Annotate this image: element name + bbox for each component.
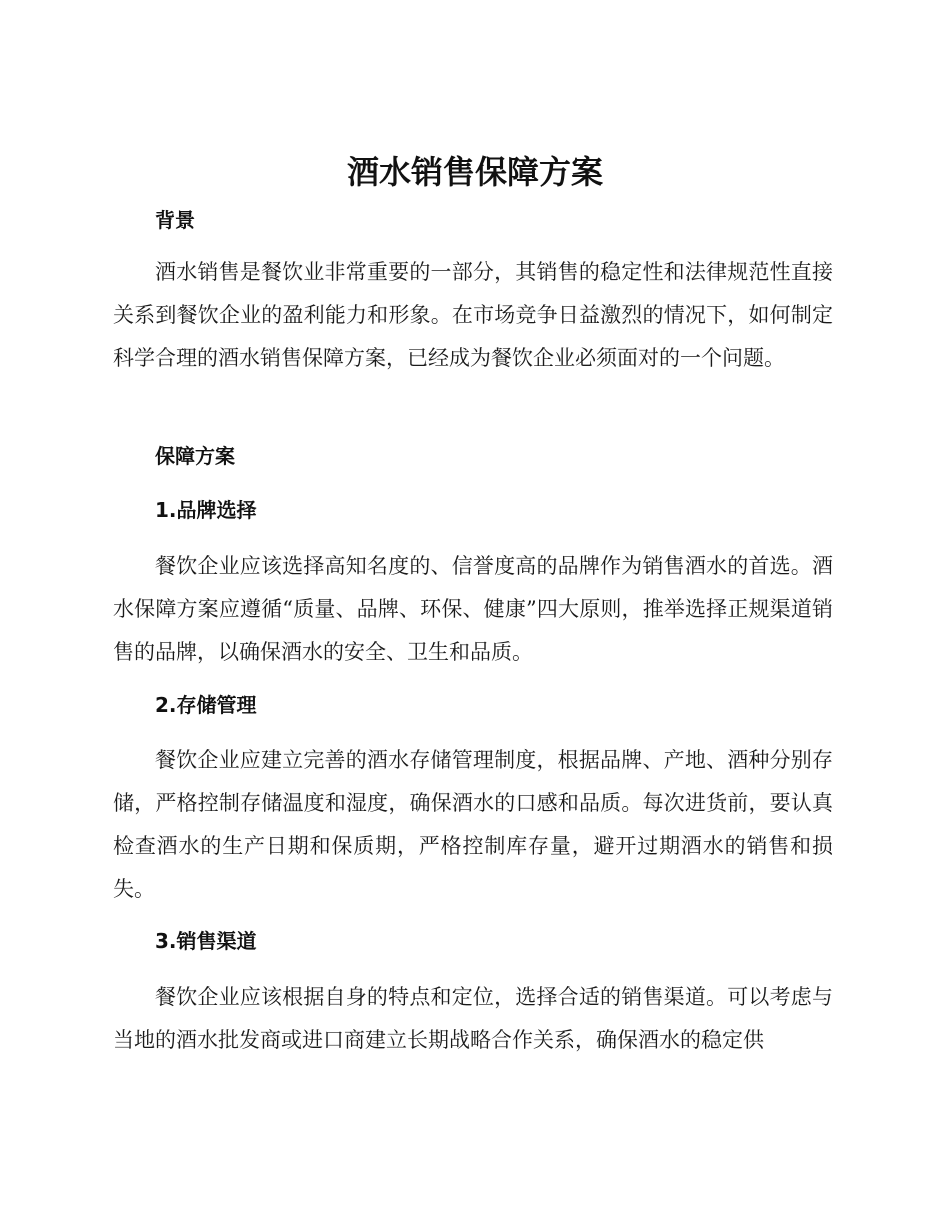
section-heading-channel: 3.销售渠道 (155, 929, 257, 953)
paragraph-channel: 餐饮企业应该根据自身的特点和定位，选择合适的销售渠道。可以考虑与当地的酒水批发商或进口商建立长期战略合作关系，确保酒水的稳定供 (113, 985, 833, 1052)
document-title: 酒水销售保障方案 (346, 153, 603, 191)
paragraph-background: 酒水销售是餐饮业非常重要的一部分，其销售的稳定性和法律规范性直接关系到餐饮企业的盈利能力和形象。在市场竞争日益激烈的情况下，如何制定科学合理的酒水销售保障方案，已经成为餐饮企业必须面对的一个问题。 (113, 260, 833, 370)
paragraph-storage: 餐饮企业应建立完善的酒水存储管理制度，根据品牌、产地、酒种分别存储，严格控制存储温度和湿度，确保酒水的口感和品质。每次进货前，要认真检查酒水的生产日期和保质期，严格控制库存量，避开过期酒水的销售和损失。 (113, 748, 833, 901)
section-heading-background: 背景 (155, 208, 195, 232)
section-heading-plan: 保障方案 (155, 444, 235, 468)
paragraph-brand: 餐饮企业应该选择高知名度的、信誉度高的品牌作为销售酒水的首选。酒水保障方案应遵循“质量、品牌、环保、健康”四大原则，推举选择正规渠道销售的品牌，以确保酒水的安全、卫生和品质。 (113, 554, 833, 664)
section-heading-brand: 1.品牌选择 (155, 498, 257, 522)
section-heading-storage: 2.存储管理 (155, 693, 257, 717)
